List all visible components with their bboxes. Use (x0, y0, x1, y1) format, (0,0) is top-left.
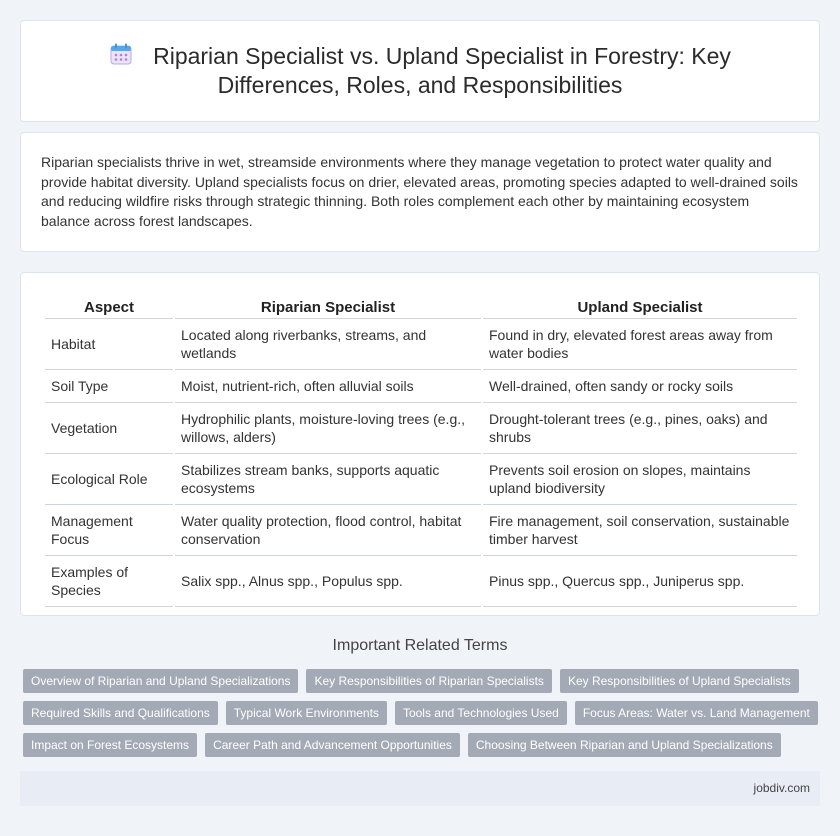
header-riparian: Riparian Specialist (175, 295, 481, 319)
related-term-tag[interactable]: Tools and Technologies Used (395, 701, 567, 725)
title-card (20, 20, 820, 122)
header-upland: Upland Specialist (483, 295, 797, 319)
riparian-cell: Moist, nutrient-rich, often alluvial soils (175, 370, 481, 403)
tag-row (23, 669, 823, 693)
table-row (45, 454, 797, 505)
riparian-cell: Located along riverbanks, streams, and wetlands (175, 319, 481, 370)
aspect-cell: Vegetation (45, 403, 173, 454)
aspect-cell: Habitat (45, 319, 173, 370)
table-row (45, 403, 797, 454)
upland-cell: Found in dry, elevated forest areas away from water bodies (483, 319, 797, 370)
related-term-tag[interactable]: Focus Areas: Water vs. Land Management (575, 701, 818, 725)
related-terms-list (23, 669, 823, 765)
page-title-text: Riparian Specialist vs. Upland Specialist in Forestry: Key Differences, Roles, and Responsibilities (153, 43, 731, 98)
tag-row (23, 701, 823, 725)
riparian-cell: Hydrophilic plants, moisture-loving trees (e.g., willows, alders) (175, 403, 481, 454)
calendar-icon (109, 42, 133, 66)
upland-cell: Pinus spp., Quercus spp., Juniperus spp. (483, 556, 797, 607)
page-title (81, 42, 759, 100)
related-term-tag[interactable]: Typical Work Environments (226, 701, 387, 725)
table-row (45, 319, 797, 370)
header-aspect: Aspect (45, 295, 173, 319)
footer-site-link[interactable]: jobdiv.com (753, 781, 810, 795)
upland-cell: Fire management, soil conservation, sustainable timber harvest (483, 505, 797, 556)
related-term-tag[interactable]: Key Responsibilities of Upland Specialists (560, 669, 799, 693)
riparian-cell: Stabilizes stream banks, supports aquatic ecosystems (175, 454, 481, 505)
related-term-tag[interactable]: Choosing Between Riparian and Upland Specializations (468, 733, 781, 757)
footer (20, 771, 820, 806)
table-header-row (45, 295, 797, 319)
aspect-cell: Soil Type (45, 370, 173, 403)
comparison-card (20, 272, 820, 616)
related-term-tag[interactable]: Overview of Riparian and Upland Specializations (23, 669, 298, 693)
upland-cell: Well-drained, often sandy or rocky soils (483, 370, 797, 403)
table-row (45, 370, 797, 403)
table-row (45, 505, 797, 556)
upland-cell: Prevents soil erosion on slopes, maintains upland biodiversity (483, 454, 797, 505)
upland-cell: Drought-tolerant trees (e.g., pines, oaks) and shrubs (483, 403, 797, 454)
comparison-table (43, 295, 799, 607)
related-term-tag[interactable]: Career Path and Advancement Opportunities (205, 733, 460, 757)
intro-card (20, 132, 820, 252)
table-row (45, 556, 797, 607)
tag-row (23, 733, 823, 757)
related-term-tag[interactable]: Required Skills and Qualifications (23, 701, 218, 725)
riparian-cell: Salix spp., Alnus spp., Populus spp. (175, 556, 481, 607)
related-term-tag[interactable]: Key Responsibilities of Riparian Specialists (306, 669, 551, 693)
aspect-cell: Management Focus (45, 505, 173, 556)
related-term-tag[interactable]: Impact on Forest Ecosystems (23, 733, 197, 757)
intro-paragraph: Riparian specialists thrive in wet, streamside environments where they manage vegetation to protect water quality and provide habitat diversity. Upland specialists focus on drier, elevated areas, promoting species adapted to well-drained soils and reducing wildfire risks through strategic thinning. Both roles complement each other by maintaining ecosystem balance across forest landscapes. (41, 154, 798, 229)
aspect-cell: Examples of Species (45, 556, 173, 607)
related-terms-title: Important Related Terms (332, 637, 508, 654)
aspect-cell: Ecological Role (45, 454, 173, 505)
title-wrap (21, 21, 819, 121)
riparian-cell: Water quality protection, flood control, habitat conservation (175, 505, 481, 556)
